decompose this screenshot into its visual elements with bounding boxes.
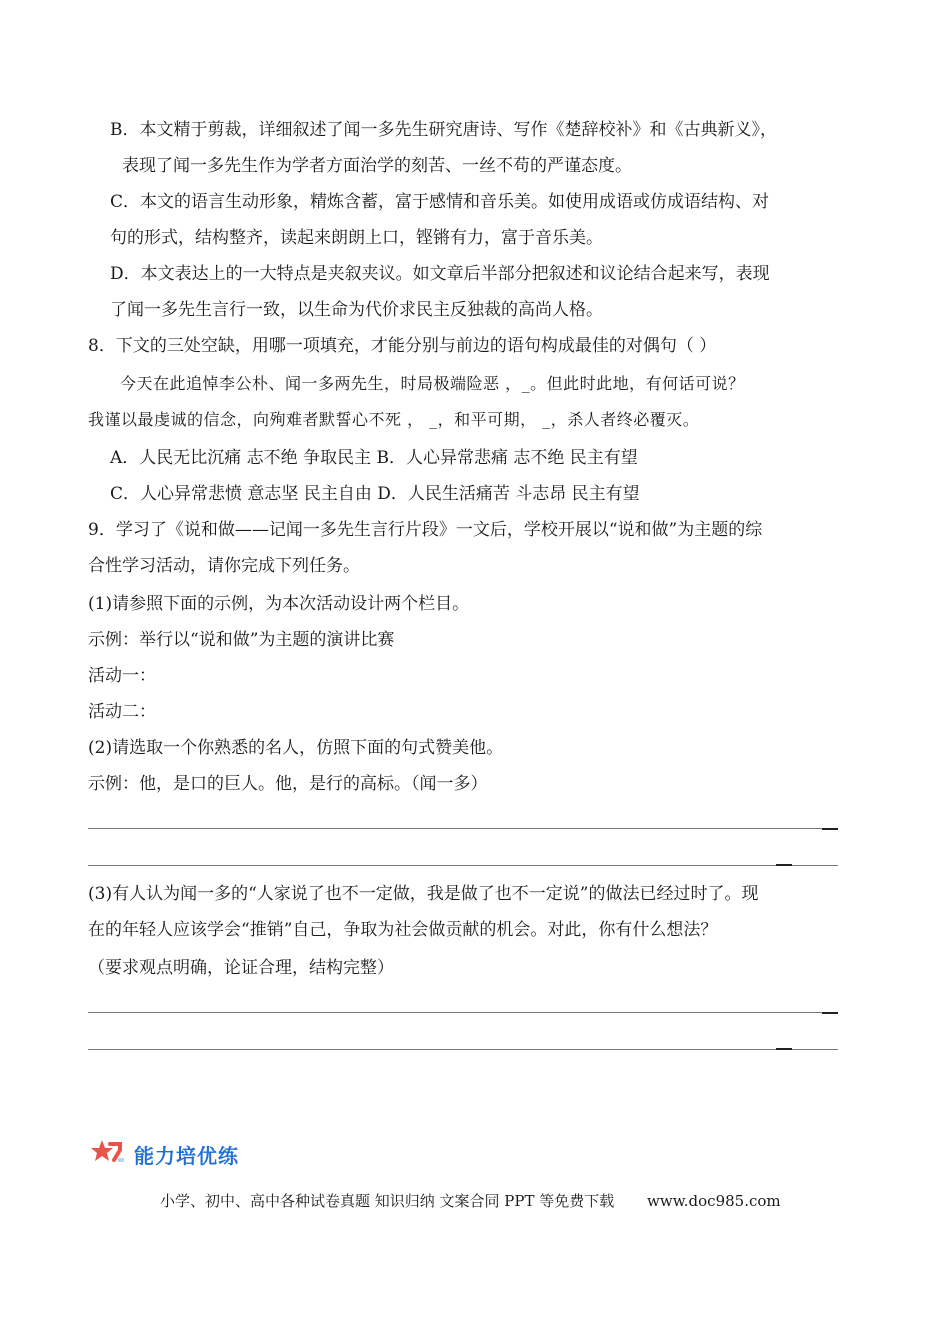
option-b-line-2: 表现了闻一多先生作为学者方面治学的刻苦、一丝不苟的严谨态度。	[122, 156, 632, 176]
activity-one-label: 活动一：	[88, 666, 156, 686]
option-b-line-1: B．本文精于剪裁，详细叙述了闻一多先生研究唐诗、写作《楚辞校补》和《古典新义》，	[110, 120, 777, 140]
option-d-line-2: 了闻一多先生言行一致，以生命为代价求民主反独裁的高尚人格。	[110, 300, 603, 320]
question-8-options-cd: C．人心异常悲愤 意志坚 民主自由 D．人民生活痛苦 斗志昂 民主有望	[110, 484, 640, 504]
question-8-passage-1: 今天在此追悼李公朴、闻一多两先生，时局极端险恶 ，_。但此时此地，有何话可说？	[120, 374, 745, 393]
footer-text: 小学、初中、高中各种试卷真题 知识归纳 文案合同 PPT 等免费下载	[160, 1192, 615, 1210]
question-9-example-2: 示例：他，是口的巨人。他，是行的高标。（闻一多）	[88, 774, 488, 794]
question-8-options-ab: A．人民无比沉痛 志不绝 争取民主 B．人心异常悲痛 志不绝 民主有望	[110, 448, 638, 468]
question-9-part-3-requirement: （要求观点明确，论证合理，结构完整）	[88, 958, 394, 978]
answer-line	[88, 828, 824, 829]
answer-line-end	[822, 1012, 838, 1014]
question-9-example-1: 示例：举行以“说和做”为主题的演讲比赛	[88, 630, 395, 650]
answer-line	[88, 1012, 824, 1013]
question-9-part-3-line-1: (3)有人认为闻一多的“人家说了也不一定做，我是做了也不一定说”的做法已经过时了。现	[88, 884, 759, 904]
page-footer	[160, 1190, 781, 1211]
question-9-part-1: (1)请参照下面的示例，为本次活动设计两个栏目。	[88, 594, 470, 614]
activity-two-label: 活动二：	[88, 702, 156, 722]
answer-line-end	[822, 828, 838, 830]
section-header	[90, 1138, 239, 1170]
answer-line	[88, 865, 838, 866]
question-9-part-2: (2)请选取一个你熟悉的名人，仿照下面的句式赞美他。	[88, 738, 504, 758]
question-8-passage-2: 我谨以最虔诚的信念，向殉难者默誓心不死 ， _，和平可期， _，杀人者终必覆灭。	[88, 410, 700, 429]
answer-line-end	[776, 1048, 792, 1050]
section-title: 能力培优练	[134, 1143, 239, 1168]
option-c-line-2: 句的形式，结构整齐，读起来朗朗上口，铿锵有力，富于音乐美。	[110, 228, 603, 248]
option-c-line-1: C．本文的语言生动形象，精炼含蓄，富于感情和音乐美。如使用成语或仿成语结构、对	[110, 192, 770, 212]
question-9-stem-2: 合性学习活动，请你完成下列任务。	[88, 556, 360, 576]
question-8-stem: 8．下文的三处空缺，用哪一项填充，才能分别与前边的语句构成最佳的对偶句（ ）	[88, 336, 717, 356]
footer-site-link[interactable]: www.doc985.com	[647, 1192, 781, 1210]
option-d-line-1: D．本文表达上的一大特点是夹叙夹议。如文章后半部分把叙述和议论结合起来写，表现	[110, 264, 770, 284]
answer-line	[88, 1049, 838, 1050]
question-9-stem-1: 9．学习了《说和做——记闻一多先生言行片段》一文后，学校开展以“说和做”为主题的综	[88, 520, 763, 540]
question-9-part-3-line-2: 在的年轻人应该学会“推销”自己，争取为社会做贡献的机会。对此，你有什么想法？	[88, 920, 718, 940]
star-icon	[90, 1138, 126, 1170]
answer-line-end	[776, 864, 792, 866]
